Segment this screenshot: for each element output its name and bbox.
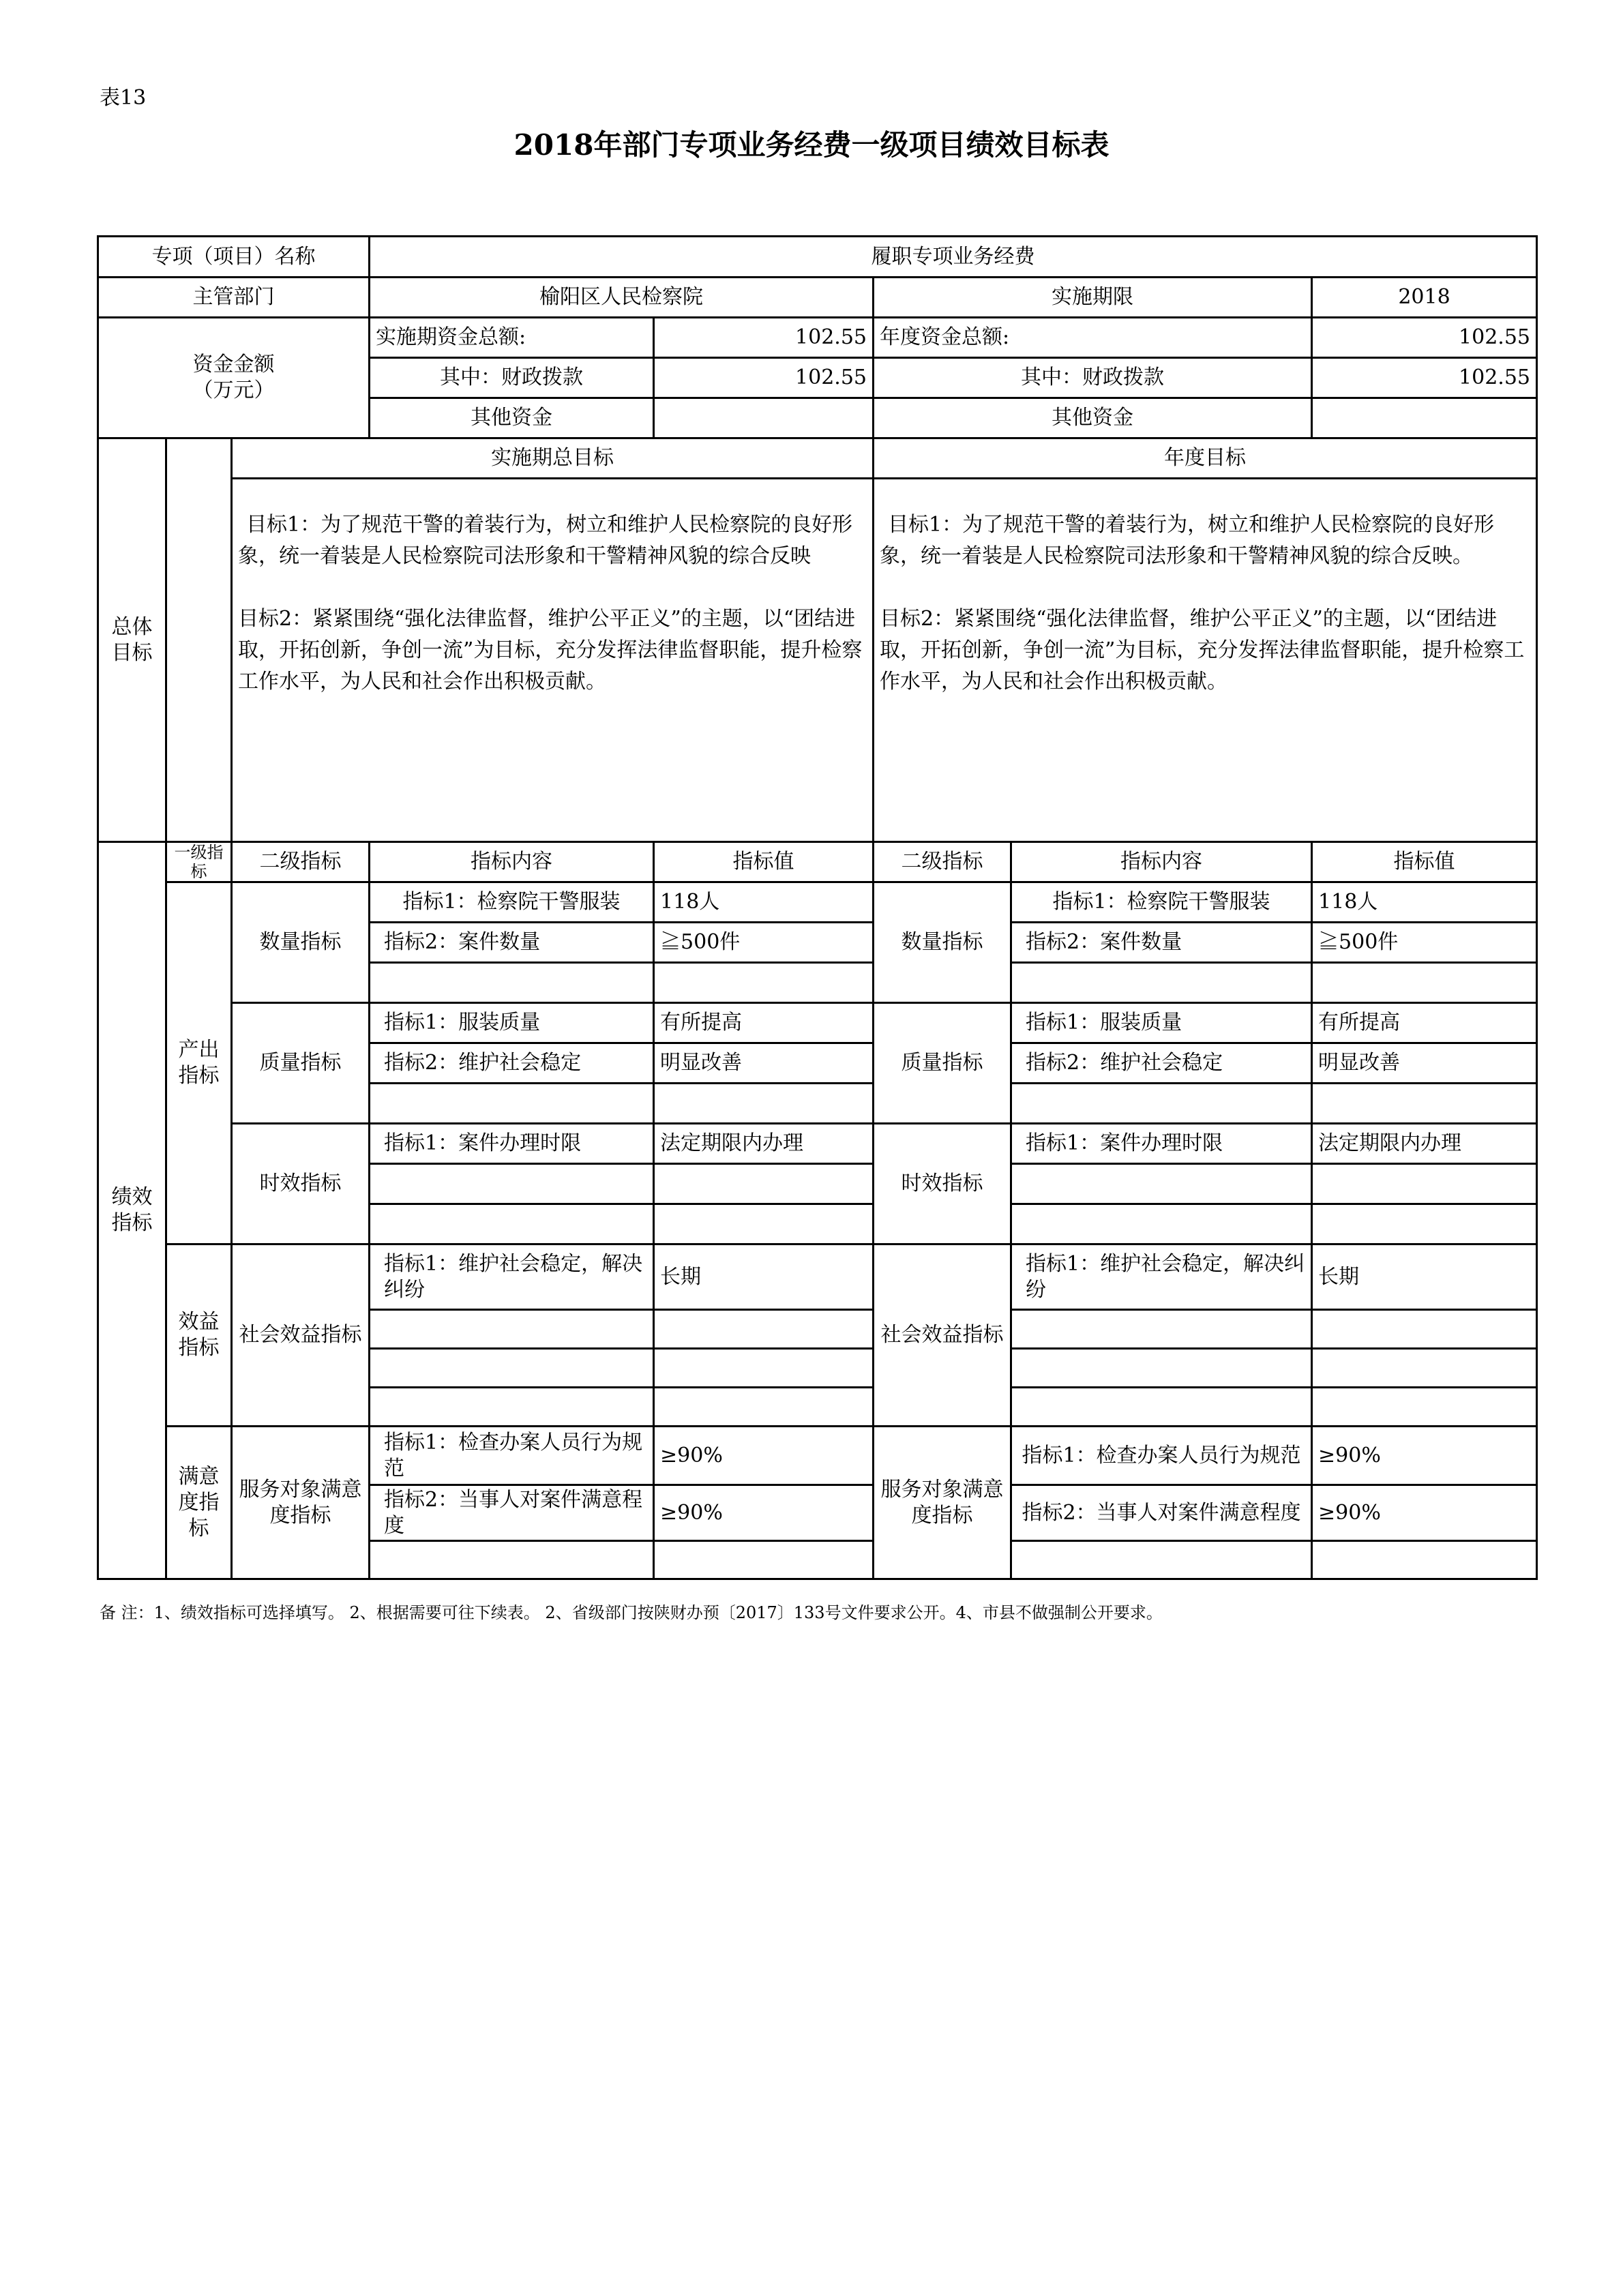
service-satisfaction-indicator-2-value: ≥90%: [654, 1485, 874, 1541]
funds-label-line2: （万元）: [192, 378, 275, 402]
empty-cell: [370, 1084, 654, 1124]
timeliness-indicator-1-value: 法定期限内办理: [654, 1124, 874, 1164]
empty-cell: [1312, 1084, 1537, 1124]
level2-indicator-annual-header: 二级指标: [874, 842, 1011, 882]
service-satisfaction-indicator-2-annual-value: ≥90%: [1312, 1485, 1537, 1541]
empty-cell: [370, 1164, 654, 1204]
empty-cell: [654, 1388, 874, 1427]
other-annual-funds-value: [1312, 398, 1537, 438]
empty-cell: [370, 963, 654, 1003]
empty-cell: [1011, 1084, 1312, 1124]
quality-indicator-1-annual-content: 指标1：服装质量: [1011, 1003, 1312, 1043]
fiscal-annual-funds-label: 其中：财政拨款: [874, 358, 1312, 398]
social-benefit-indicator-1-annual-content: 指标1：维护社会稳定，解决纠纷: [1011, 1244, 1312, 1310]
empty-cell: [1011, 1349, 1312, 1388]
fiscal-annual-funds-value: 102.55: [1312, 358, 1537, 398]
timeliness-indicator-1-content: 指标1：案件办理时限: [370, 1124, 654, 1164]
service-satisfaction-indicator-1-content: 指标1：检查办案人员行为规范: [370, 1427, 654, 1485]
annual-goals-header: 年度目标: [874, 438, 1537, 479]
performance-indicators-label: 绩效指标: [98, 842, 166, 1579]
empty-cell: [1011, 1164, 1312, 1204]
annual-funds-label: 年度资金总额:: [874, 318, 1312, 358]
service-satisfaction-indicator-2-annual-content: 指标2：当事人对案件满意程度: [1011, 1485, 1312, 1541]
other-annual-funds-label: 其他资金: [874, 398, 1312, 438]
empty-cell: [370, 1204, 654, 1244]
performance-target-table: [97, 235, 1538, 1580]
empty-cell: [654, 1310, 874, 1349]
empty-cell: [1011, 1310, 1312, 1349]
empty-cell: [1011, 1388, 1312, 1427]
annual-goal-1: 目标1：为了规范干警的着装行为，树立和维护人民检察院的良好形象，统一着装是人民检察院司法形象和干警精神风貌的综合反映。: [880, 513, 1495, 568]
social-benefit-indicator-1-value: 长期: [654, 1244, 874, 1310]
social-benefit-indicator-annual-label: 社会效益指标: [874, 1244, 1011, 1427]
table-number: 表13: [100, 86, 147, 110]
empty-cell: [1312, 1349, 1537, 1388]
empty-cell: [654, 1164, 874, 1204]
quality-indicator-annual-label: 质量指标: [874, 1003, 1011, 1124]
service-satisfaction-indicator-1-annual-content: 指标1：检查办案人员行为规范: [1011, 1427, 1312, 1485]
period-value: 2018: [1312, 278, 1537, 318]
social-benefit-indicator-1-annual-value: 长期: [1312, 1244, 1537, 1310]
funds-label: [98, 318, 370, 438]
quantity-indicator-label: 数量指标: [232, 882, 370, 1003]
benefit-indicators-label: 效益指标: [166, 1244, 232, 1427]
empty-cell: [370, 1388, 654, 1427]
period-goals-text: [232, 479, 874, 842]
service-satisfaction-indicator-1-value: ≥90%: [654, 1427, 874, 1485]
fiscal-funds-value: 102.55: [654, 358, 874, 398]
page-title: 2018年部门专项业务经费一级项目绩效目标表: [513, 128, 1110, 162]
quality-indicator-2-content: 指标2：维护社会稳定: [370, 1043, 654, 1084]
fiscal-funds-label: 其中：财政拨款: [370, 358, 654, 398]
indicator-content-header: 指标内容: [370, 842, 654, 882]
indicator-value-header: 指标值: [654, 842, 874, 882]
annual-goals-text: [874, 479, 1537, 842]
empty-cell: [654, 1541, 874, 1579]
quality-indicator-1-value: 有所提高: [654, 1003, 874, 1043]
empty-cell: [370, 1310, 654, 1349]
footnote: 备 注：1、绩效指标可选择填写。 2、根据需要可往下续表。 2、省级部门按陕财办预〔2017〕133号文件要求公开。4、市县不做强制公开要求。: [100, 1603, 1163, 1622]
service-satisfaction-indicator-1-annual-value: ≥90%: [1312, 1427, 1537, 1485]
quantity-indicator-2-annual-content: 指标2：案件数量: [1011, 923, 1312, 963]
department-value: 榆阳区人民检察院: [370, 278, 874, 318]
quantity-indicator-1-value: 118人: [654, 882, 874, 923]
period-goal-2: 目标2：紧紧围绕“强化法律监督，维护公平正义”的主题，以“团结进取，开拓创新，争创一流”为目标，充分发挥法律监督职能，提升检察工作水平，为人民和社会作出积极贡献。: [238, 607, 863, 694]
quality-indicator-label: 质量指标: [232, 1003, 370, 1124]
project-name-value: 履职专项业务经费: [370, 237, 1537, 278]
total-funds-label: 实施期资金总额:: [370, 318, 654, 358]
service-satisfaction-indicator-2-content: 指标2：当事人对案件满意程度: [370, 1485, 654, 1541]
empty-cell: [1011, 1541, 1312, 1579]
empty-cell: [1312, 1164, 1537, 1204]
quality-indicator-2-annual-content: 指标2：维护社会稳定: [1011, 1043, 1312, 1084]
period-goal-1: 目标1：为了规范干警的着装行为，树立和维护人民检察院的良好形象，统一着装是人民检察院司法形象和干警精神风貌的综合反映: [238, 513, 853, 568]
other-funds-value: [654, 398, 874, 438]
empty-cell: [1011, 1204, 1312, 1244]
satisfaction-indicators-label: 满意度指标: [166, 1427, 232, 1579]
overall-goals-spacer: [166, 438, 232, 842]
empty-cell: [1312, 1541, 1537, 1579]
empty-cell: [1312, 1204, 1537, 1244]
quantity-indicator-2-value: ≧500件: [654, 923, 874, 963]
quality-indicator-1-annual-value: 有所提高: [1312, 1003, 1537, 1043]
empty-cell: [654, 963, 874, 1003]
indicator-value-annual-header: 指标值: [1312, 842, 1537, 882]
service-satisfaction-indicator-annual-label: 服务对象满意度指标: [874, 1427, 1011, 1579]
timeliness-indicator-1-annual-content: 指标1：案件办理时限: [1011, 1124, 1312, 1164]
funds-label-line1: 资金金额: [192, 353, 275, 376]
empty-cell: [370, 1541, 654, 1579]
quantity-indicator-1-annual-content: 指标1：检察院干警服装: [1011, 882, 1312, 923]
social-benefit-indicator-1-content: 指标1：维护社会稳定，解决纠纷: [370, 1244, 654, 1310]
empty-cell: [654, 1084, 874, 1124]
empty-cell: [1011, 963, 1312, 1003]
level2-indicator-header: 二级指标: [232, 842, 370, 882]
empty-cell: [654, 1204, 874, 1244]
quantity-indicator-2-content: 指标2：案件数量: [370, 923, 654, 963]
indicator-content-annual-header: 指标内容: [1011, 842, 1312, 882]
timeliness-indicator-label: 时效指标: [232, 1124, 370, 1244]
annual-funds-value: 102.55: [1312, 318, 1537, 358]
project-name-label: 专项（项目）名称: [98, 237, 370, 278]
total-funds-value: 102.55: [654, 318, 874, 358]
period-goals-header: 实施期总目标: [232, 438, 874, 479]
empty-cell: [1312, 1388, 1537, 1427]
empty-cell: [1312, 963, 1537, 1003]
quality-indicator-2-value: 明显改善: [654, 1043, 874, 1084]
annual-goal-2: 目标2：紧紧围绕“强化法律监督，维护公平正义”的主题，以“团结进取，开拓创新，争创一流”为目标，充分发挥法律监督职能，提升检察工作水平，为人民和社会作出积极贡献。: [880, 607, 1525, 694]
social-benefit-indicator-label: 社会效益指标: [232, 1244, 370, 1427]
quality-indicator-2-annual-value: 明显改善: [1312, 1043, 1537, 1084]
level1-indicator-header: 一级指标: [166, 842, 232, 882]
empty-cell: [654, 1349, 874, 1388]
other-funds-label: 其他资金: [370, 398, 654, 438]
quality-indicator-1-content: 指标1：服装质量: [370, 1003, 654, 1043]
service-satisfaction-indicator-label: 服务对象满意度指标: [232, 1427, 370, 1579]
quantity-indicator-1-annual-value: 118人: [1312, 882, 1537, 923]
quantity-indicator-1-content: 指标1：检察院干警服装: [370, 882, 654, 923]
output-indicators-label: 产出指标: [166, 882, 232, 1244]
timeliness-indicator-1-annual-value: 法定期限内办理: [1312, 1124, 1537, 1164]
empty-cell: [370, 1349, 654, 1388]
period-label: 实施期限: [874, 278, 1312, 318]
quantity-indicator-annual-label: 数量指标: [874, 882, 1011, 1003]
quantity-indicator-2-annual-value: ≧500件: [1312, 923, 1537, 963]
department-label: 主管部门: [98, 278, 370, 318]
overall-goals-label: 总体目标: [98, 438, 166, 842]
empty-cell: [1312, 1310, 1537, 1349]
timeliness-indicator-annual-label: 时效指标: [874, 1124, 1011, 1244]
